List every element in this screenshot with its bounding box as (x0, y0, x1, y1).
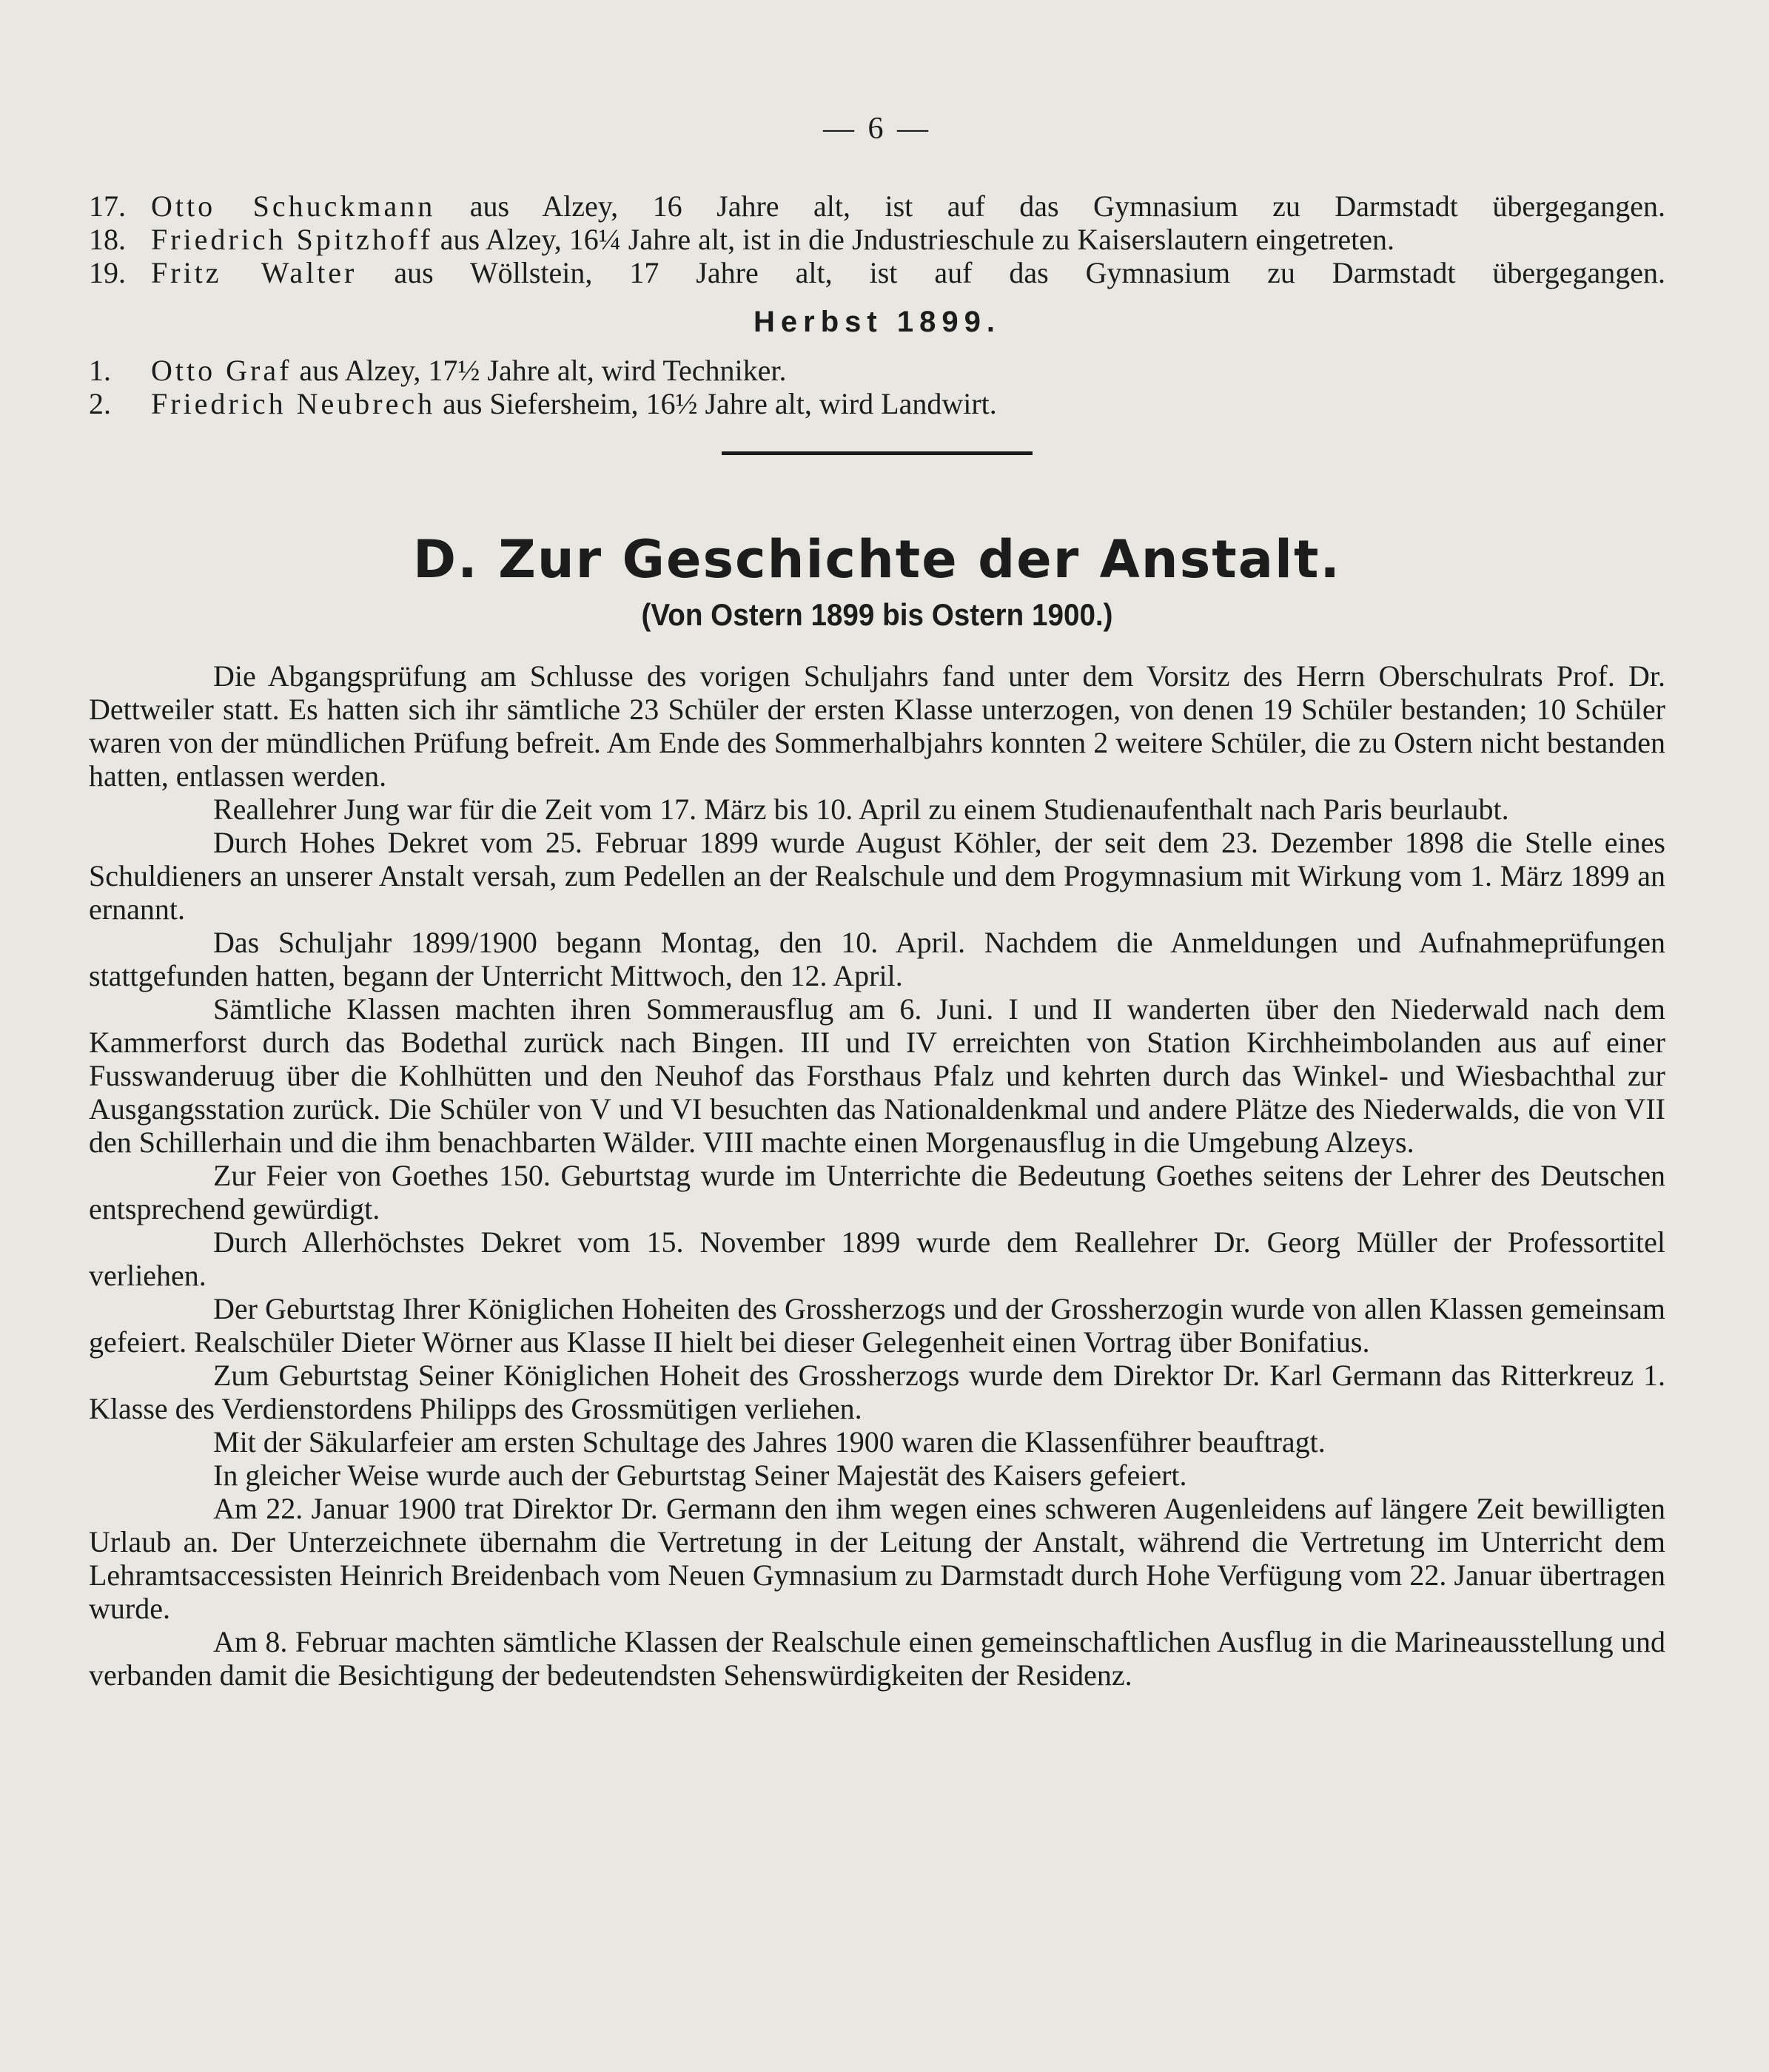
person-name: Friedrich Neubrech (151, 387, 436, 420)
person-name: Fritz Walter (151, 256, 358, 289)
entry-text: aus Alzey, 16¼ Jahre alt, ist in die Jndustrieschule zu Kaiserslautern eingetreten. (432, 223, 1395, 256)
paragraph: Mit der Säkularfeier am ersten Schultage des Jahres 1900 waren die Klassenführer beauftragt. (213, 1425, 1326, 1459)
entry-number: 18. (89, 223, 126, 256)
season-heading: Herbst 1899. (753, 306, 1001, 338)
section-heading: D. Zur Geschichte der Anstalt. (413, 529, 1341, 590)
list-item (89, 354, 1665, 387)
paragraph: Sämtliche Klassen machten ihren Sommerausflug am 6. Juni. I und II wanderten über den Niederwald nach dem Kammerforst durch das Bodethal zurück nach Bingen. III und IV erreichten von Station Kirchheimbolanden aus auf einer Fusswanderuug über die Kohlhütten und den Neuhof das Forsthaus Pfalz und kehrten durch das Winkel- und Wiesbachthal zur Ausgangsstation zurück. Die Schüler von V und VI besuchten das Nationaldenkmal und andere Plätze des Niederwalds, die von VII den Schillerhain und die ihm benachbarten Wälder. VIII machte einen Morgenausflug in die Umgebung Alzeys. (89, 992, 1665, 1159)
entry-text: aus Alzey, 17½ Jahre alt, wird Techniker. (292, 354, 787, 387)
paragraph: Die Abgangsprüfung am Schlusse des vorigen Schuljahrs fand unter dem Vorsitz des Herrn Oberschulrats Prof. Dr. Dettweiler statt. Es hatten sich ihr sämtliche 23 Schüler der ersten Klasse unterzogen, von denen 19 Schüler bestanden; 10 Schüler waren von der mündlichen Prüfung befreit. Am Ende des Sommerhalbjahrs konnten 2 weitere Schüler, die zu Ostern nicht bestanden hatten, entlassen werden. (89, 659, 1665, 793)
history-text (89, 659, 1665, 1692)
paragraph: Der Geburtstag Ihrer Königlichen Hoheiten des Grossherzogs und der Grossherzogin wurde von allen Klassen gemeinsam gefeiert. Realschüler Dieter Wörner aus Klasse II hielt bei dieser Gelegenheit einen Vortrag über Bonifatius. (89, 1292, 1665, 1359)
paragraph: Zur Feier von Goethes 150. Geburtstag wurde im Unterrichte die Bedeutung Goethes seitens der Lehrer des Deutschen entsprechend gewürdigt. (89, 1159, 1665, 1225)
paragraph: Durch Hohes Dekret vom 25. Februar 1899 wurde August Köhler, der seit dem 23. Dezember 1898 die Stelle eines Schuldieners an unserer Anstalt versah, zum Pedellen an der Realschule und dem Progymnasium mit Wirkung vom 1. März 1899 an ernannt. (89, 826, 1665, 926)
entry-number: 17. (89, 189, 126, 223)
graduate-list-top (89, 189, 1665, 289)
entry-number: 2. (89, 387, 111, 420)
paragraph: Durch Allerhöchstes Dekret vom 15. November 1899 wurde dem Reallehrer Dr. Georg Müller der Professortitel verliehen. (89, 1225, 1665, 1292)
paragraph: Zum Geburtstag Seiner Königlichen Hoheit des Grossherzogs wurde dem Direktor Dr. Karl Germann das Ritterkreuz 1. Klasse des Verdienstordens Philipps des Grossmütigen verliehen. (89, 1359, 1665, 1425)
paragraph: Am 8. Februar machten sämtliche Klassen der Realschule einen gemeinschaftlichen Ausflug in die Marineausstellung und verbanden damit die Besichtigung der bedeutendsten Sehenswürdigkeiten der Residenz. (89, 1625, 1665, 1692)
person-name: Friedrich Spitzhoff (151, 223, 433, 256)
person-name: Otto Schuckmann (151, 189, 436, 223)
entry-text: aus Alzey, 16 Jahre alt, ist auf das Gymnasium zu Darmstadt übergegangen. (435, 189, 1666, 223)
list-item (89, 223, 1665, 256)
page-number: — 6 — (823, 112, 931, 146)
paragraph: Das Schuljahr 1899/1900 begann Montag, den 10. April. Nachdem die Anmeldungen und Aufnahmeprüfungen stattgefunden hatten, begann der Unterricht Mittwoch, den 12. April. (89, 926, 1665, 992)
list-item (89, 387, 1665, 420)
paragraph: Am 22. Januar 1900 trat Direktor Dr. Germann den ihm wegen eines schweren Augenleidens auf längere Zeit bewilligten Urlaub an. Der Unterzeichnete übernahm die Vertretung in der Leitung der Anstalt, während die Vertretung im Unterricht dem Lehramtsaccessisten Heinrich Breidenbach vom Neuen Gymnasium zu Darmstadt durch Hohe Verfügung vom 22. Januar übertragen wurde. (89, 1492, 1665, 1625)
paragraph: Reallehrer Jung war für die Zeit vom 17. März bis 10. April zu einem Studienaufenthalt nach Paris beurlaubt. (213, 793, 1509, 826)
section-divider (722, 451, 1033, 455)
list-item (89, 256, 1665, 289)
entry-text: aus Wöllstein, 17 Jahre alt, ist auf das Gymnasium zu Darmstadt übergegangen. (357, 256, 1665, 289)
entry-number: 19. (89, 256, 126, 289)
paragraph: In gleicher Weise wurde auch der Geburtstag Seiner Majestät des Kaisers gefeiert. (213, 1459, 1187, 1492)
entry-number: 1. (89, 354, 111, 387)
section-subheading: (Von Ostern 1899 bis Ostern 1900.) (641, 597, 1113, 632)
person-name: Otto Graf (151, 354, 292, 387)
graduate-list-autumn (89, 354, 1665, 420)
list-item (89, 189, 1665, 223)
entry-text: aus Siefersheim, 16½ Jahre alt, wird Landwirt. (435, 387, 997, 420)
